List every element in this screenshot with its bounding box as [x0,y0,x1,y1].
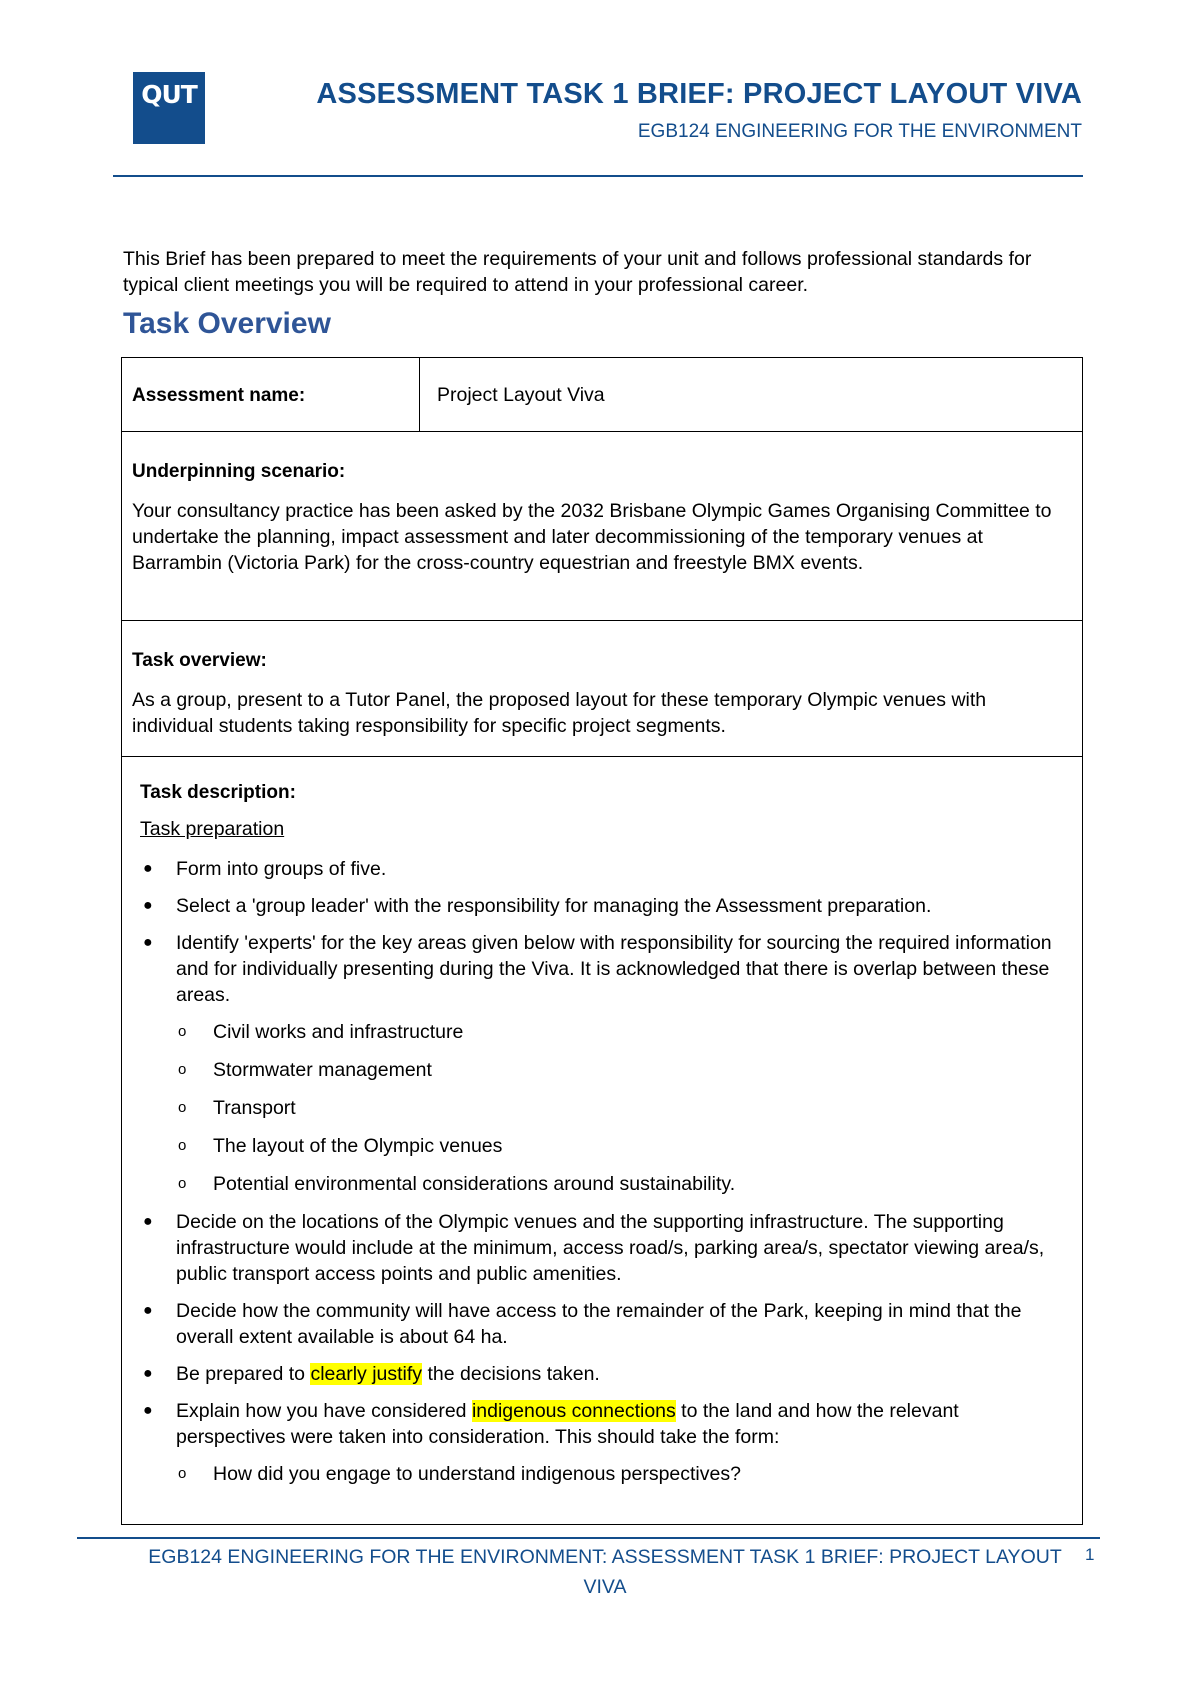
scenario-text: Your consultancy practice has been asked by the 2032 Brisbane Olympic Games Organising Committee to undertake the planning, impact assessment and later decommissioning of the temporary venues at Barrambin (Victoria Park) for the cross-country equestrian and freestyle BMX events. [132,500,1052,574]
footer-text: EGB124 ENGINEERING FOR THE ENVIRONMENT: ASSESSMENT TASK 1 BRIEF: PROJECT LAYOUT VIVA [148,1546,1062,1598]
list-item: ● Decide on the locations of the Olympic venues and the supporting infrastructure. The supporting infrastructure would include at the minimum, access road/s, parking area/s, spectator viewing area/s, public transport access points and public amenities. [143,1211,1045,1285]
header-divider [113,175,1083,177]
description-label: Task description: [140,782,296,803]
highlighted-text: indigenous connections [471,1400,676,1422]
sub-list-item: o Potential environmental considerations around sustainability. [178,1173,736,1195]
bullet-icon: ● [143,1365,153,1382]
assessment-name-label: Assessment name: [132,385,306,406]
description-row [122,756,1082,1526]
assessment-name-value: Project Layout Viva [437,384,605,406]
circle-bullet-icon: o [178,1061,187,1078]
intro-paragraph: This Brief has been prepared to meet the requirements of your unit and follows professional standards for typical client meetings you will be required to attend in your professional career. [123,248,1032,296]
preparation-list [140,856,1070,1499]
preparation-heading: Task preparation [140,818,285,840]
section-heading: Task Overview [123,307,331,340]
list-item: ● Identify 'experts' for the key areas given below with responsibility for sourcing the required information and for individually presenting during the Viva. It is acknowledged that there is overlap between these areas. [143,932,1052,1006]
scenario-label: Underpinning scenario: [132,461,346,482]
list-item: ● Be prepared to clearly justify the decisions taken. [143,1363,600,1385]
circle-bullet-icon: o [178,1465,187,1482]
bullet-icon: ● [143,1302,153,1319]
list-item: ● Select a 'group leader' with the responsibility for managing the Assessment preparation. [143,895,932,917]
task-overview-table [121,357,1083,1525]
bullet-icon: ● [143,934,153,951]
bullet-icon: ● [143,1402,153,1419]
circle-bullet-icon: o [178,1175,187,1192]
bullet-icon: ● [143,860,153,877]
sub-list-item: o Civil works and infrastructure [178,1021,464,1043]
list-item: ● Form into groups of five. [143,858,387,880]
list-item: ● Decide how the community will have access to the remainder of the Park, keeping in mind that the overall extent available is about 64 ha. [143,1300,1022,1348]
list-item: ● Explain how you have considered indigenous connections to the land and how the relevant perspectives were taken into consideration. This should take the form: [143,1400,959,1448]
circle-bullet-icon: o [178,1099,187,1116]
document-title: ASSESSMENT TASK 1 BRIEF: PROJECT LAYOUT VIVA [316,78,1082,110]
circle-bullet-icon: o [178,1137,187,1154]
overview-text: As a group, present to a Tutor Panel, the proposed layout for these temporary Olympic venues with individual students taking responsibility for specific project segments. [132,689,987,737]
document-subtitle: EGB124 ENGINEERING FOR THE ENVIRONMENT [637,121,1082,142]
sub-list-item: o How did you engage to understand indigenous perspectives? [178,1463,741,1485]
highlighted-text: clearly justify [310,1363,423,1385]
cell-divider [419,358,420,431]
scenario-row [122,431,1082,621]
bullet-icon: ● [143,1213,153,1230]
qut-logo: QUT [133,72,205,144]
assessment-name-row [122,358,1082,432]
circle-bullet-icon: o [178,1023,187,1040]
overview-row [122,620,1082,757]
overview-label: Task overview: [132,650,267,671]
bullet-icon: ● [143,897,153,914]
sub-list-item: o Transport [178,1097,296,1119]
sub-list-item: o The layout of the Olympic venues [178,1135,503,1157]
page-number: 1 [1085,1545,1095,1564]
footer-divider [77,1537,1100,1539]
sub-list-item: o Stormwater management [178,1059,432,1081]
